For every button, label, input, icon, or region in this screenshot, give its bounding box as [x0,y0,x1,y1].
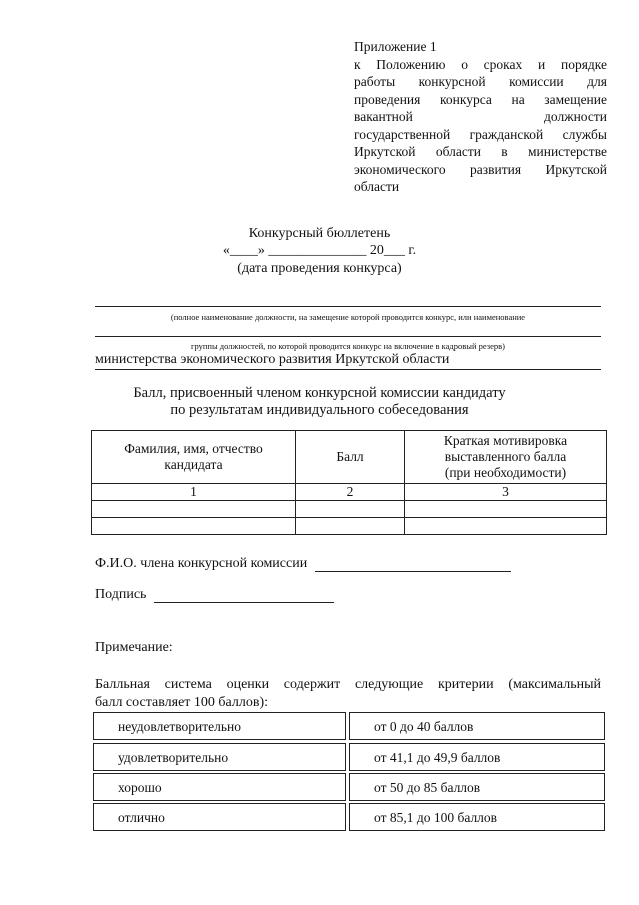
appendix-line: к Положению о сроках и порядке [354,56,607,72]
appendix-line: Иркутской области в министерстве [354,144,607,159]
header-justification-line1: Краткая мотивировка [443,433,568,448]
header-candidate-name [92,431,296,484]
position-caption-1: (полное наименование должности, на замещение которой проводится конкурс, или наименование [170,312,526,322]
member-name-field [95,556,511,572]
position-line-2 [95,336,601,337]
note-label: Примечание: [95,640,173,655]
grading-grade: удовлетворительно [93,743,346,771]
grading-range: от 85,1 до 100 баллов [349,803,605,831]
column-number: 2 [296,484,405,501]
grading-row [93,803,605,831]
table-cell[interactable] [92,501,296,518]
column-number: 3 [405,484,607,501]
position-caption-2: группы должностей, по которой проводится конкурс на включение в кадровый резерв) [190,341,506,351]
grading-row [93,712,605,740]
ballot-date-line: «____» ______________ 20___ г. [222,243,417,258]
ballot-title: Конкурсный бюллетень [248,226,391,241]
appendix-line: работы конкурсной комиссии для [354,74,607,89]
appendix-line: государственной гражданской службы [354,126,607,142]
header-score-label: Балл [336,449,364,464]
scores-heading-2: по результатам индивидуального собеседования [170,402,469,418]
signature-label: Подпись [95,587,147,602]
table-row-numbers [92,484,607,501]
signature-blank[interactable] [154,588,334,603]
score-table [91,430,607,535]
position-line-1 [95,306,601,307]
table-row [92,501,607,518]
grading-grade: неудовлетворительно [93,712,346,740]
grading-row [93,773,605,801]
column-number: 1 [92,484,296,501]
appendix-line: области [354,179,400,194]
appendix-title: Приложение 1 [354,39,437,54]
table-cell[interactable] [296,501,405,518]
ballot-date-caption: (дата проведения конкурса) [237,261,402,276]
ministry-underline [95,369,601,370]
header-justification-line3: (при необходимости) [444,465,567,480]
ministry-name: министерства экономического развития Иркутской области [95,352,450,367]
header-justification [405,431,607,484]
table-cell[interactable] [405,518,607,535]
header-score [296,431,405,484]
grading-range: от 50 до 85 баллов [349,773,605,801]
grading-grade: отлично [93,803,346,831]
grading-description-line1: Балльная система оценки содержит следующие критерии (максимальный [95,677,601,692]
table-row [92,518,607,535]
table-header-row [92,431,607,484]
header-candidate-name-line1: Фамилия, имя, отчество [124,441,263,456]
grading-description [95,676,601,712]
signature-field [95,587,334,603]
scores-heading-1: Балл, присвоенный членом конкурсной комиссии кандидату [133,385,506,401]
table-cell[interactable] [92,518,296,535]
appendix-line: экономического развития Иркутской [354,161,607,177]
grading-range: от 41,1 до 49,9 баллов [349,743,605,771]
appendix-block [354,38,607,196]
grading-range: от 0 до 40 баллов [349,712,605,740]
member-name-label: Ф.И.О. члена конкурсной комиссии [95,556,308,571]
grading-grade: хорошо [93,773,346,801]
grading-row [93,743,605,771]
header-candidate-name-line2: кандидата [164,457,223,472]
grading-description-line2: балл составляет 100 баллов): [95,695,268,710]
appendix-line: проведения конкурса на замещение [354,91,607,107]
appendix-line: вакантной должности [354,109,607,124]
table-cell[interactable] [296,518,405,535]
table-cell[interactable] [405,501,607,518]
member-name-blank[interactable] [315,557,511,572]
header-justification-line2: выставленного балла [444,449,567,464]
